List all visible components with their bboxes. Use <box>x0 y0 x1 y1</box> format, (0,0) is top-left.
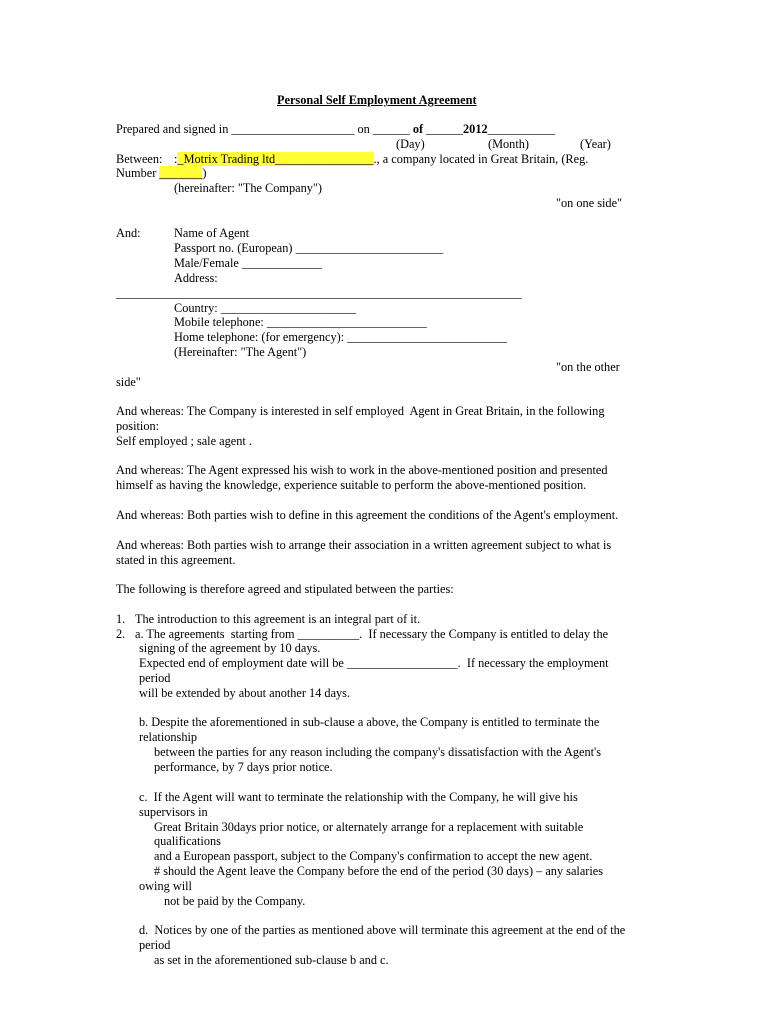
item-2a-line-2: signing of the agreement by 10 days. <box>139 641 321 655</box>
item-1-text: The introduction to this agreement is an integral part of it. <box>135 612 421 626</box>
item-2d-line-2: period <box>139 938 171 952</box>
address-label: Address: <box>174 271 218 285</box>
item-2c-line-8: not be paid by the Company. <box>164 894 306 908</box>
prepared-line <box>116 122 555 136</box>
item-2c-line-4: qualifications <box>154 834 221 848</box>
between-line <box>174 152 588 166</box>
item-2a-line-4: period <box>139 671 171 685</box>
item-1-number: 1. <box>116 612 126 626</box>
whereas-2-line-1: And whereas: The Agent expressed his wish to work in the above-mentioned position and presented <box>116 463 608 477</box>
on-one-side: "on one side" <box>556 196 623 210</box>
reg-number-line <box>116 166 207 180</box>
year-label: (Year) <box>580 137 611 151</box>
month-label: (Month) <box>488 137 529 151</box>
whereas-1-line-1: And whereas: The Company is interested in self employed Agent in Great Britain, in the following <box>116 404 605 418</box>
item-2d-line-3: as set in the aforementioned sub-clause b and c. <box>154 953 389 967</box>
item-2a-line-5: will be extended by about another 14 days. <box>139 686 351 700</box>
item-2d-line-1: d. Notices by one of the parties as mentioned above will terminate this agreement at the end of the <box>139 923 626 937</box>
between-label: Between: <box>116 152 163 166</box>
country-field: Country: ______________________ <box>174 301 357 315</box>
whereas-2-line-2: himself as having the knowledge, experience suitable to perform the above-mentioned position. <box>116 478 587 492</box>
whereas-1-line-2: position: <box>116 419 160 433</box>
prepared-blank: ______ <box>423 122 464 136</box>
item-2b-line-1: b. Despite the aforementioned in sub-clause a above, the Company is entitled to terminate the <box>139 715 600 729</box>
agent-name: Name of Agent <box>174 226 250 240</box>
mobile-field: Mobile telephone: __________________________ <box>174 315 427 329</box>
on-the-other: "on the other <box>556 360 620 374</box>
whereas-4-line-2: stated in this agreement. <box>116 553 236 567</box>
item-2c-line-2: supervisors in <box>139 805 208 819</box>
item-2b-line-4: performance, by 7 days prior notice. <box>154 760 333 774</box>
hereinafter-agent: (Hereinafter: "The Agent") <box>174 345 307 359</box>
item-2b-line-3: between the parties for any reason including the company's dissatisfaction with the Agent's <box>154 745 602 759</box>
hereinafter-company: (hereinafter: "The Company") <box>174 181 322 195</box>
document-title: Personal Self Employment Agreement <box>277 93 477 107</box>
company-description: ., a company located in Great Britain, (Reg. <box>373 152 589 166</box>
and-label: And: <box>116 226 141 240</box>
reg-number-field: _______ <box>159 166 203 180</box>
gender-field: Male/Female _____________ <box>174 256 322 270</box>
passport-field: Passport no. (European) ________________________ <box>174 241 444 255</box>
whereas-1-line-3: Self employed ; sale agent . <box>116 434 252 448</box>
item-2c-line-5: and a European passport, subject to the Company's confirmation to accept the new agent. <box>154 849 593 863</box>
prepared-year: 2012 <box>463 122 488 136</box>
item-2a-line-3: Expected end of employment date will be __________________. If necessary the employment <box>139 656 609 670</box>
home-phone-field: Home telephone: (for emergency): __________________________ <box>174 330 508 344</box>
item-2a-line-1: a. The agreements starting from __________. If necessary the Company is entitled to delay the <box>135 627 609 641</box>
number-label: Number <box>116 166 160 180</box>
prepared-text: Prepared and signed in ____________________ on ______ <box>116 122 413 136</box>
item-2c-line-6: # should the Agent leave the Company before the end of the period (30 days) – any salaries <box>154 864 604 878</box>
following-text: The following is therefore agreed and stipulated between the parties: <box>116 582 454 596</box>
item-2b-line-2: relationship <box>139 730 198 744</box>
prepared-of: of <box>412 122 424 136</box>
company-name-field: _Motrix Trading ltd________________ <box>177 152 374 166</box>
prepared-trailing: ___________ <box>487 122 556 136</box>
item-2c-line-7: owing will <box>139 879 192 893</box>
item-2-number: 2. <box>116 627 126 641</box>
whereas-3: And whereas: Both parties wish to define in this agreement the conditions of the Agent's employment. <box>116 508 619 522</box>
item-2c-line-1: c. If the Agent will want to terminate the relationship with the Company, he will give his <box>139 790 578 804</box>
side-text: side" <box>116 375 141 389</box>
address-line: __________________________________________________________________ <box>116 286 522 300</box>
number-close: ) <box>202 166 207 180</box>
whereas-4-line-1: And whereas: Both parties wish to arrange their association in a written agreement subject to what is <box>116 538 612 552</box>
day-label: (Day) <box>396 137 425 151</box>
between-colon: : <box>174 152 178 166</box>
item-2c-line-3: Great Britain 30days prior notice, or alternately arrange for a replacement with suitable <box>154 820 584 834</box>
